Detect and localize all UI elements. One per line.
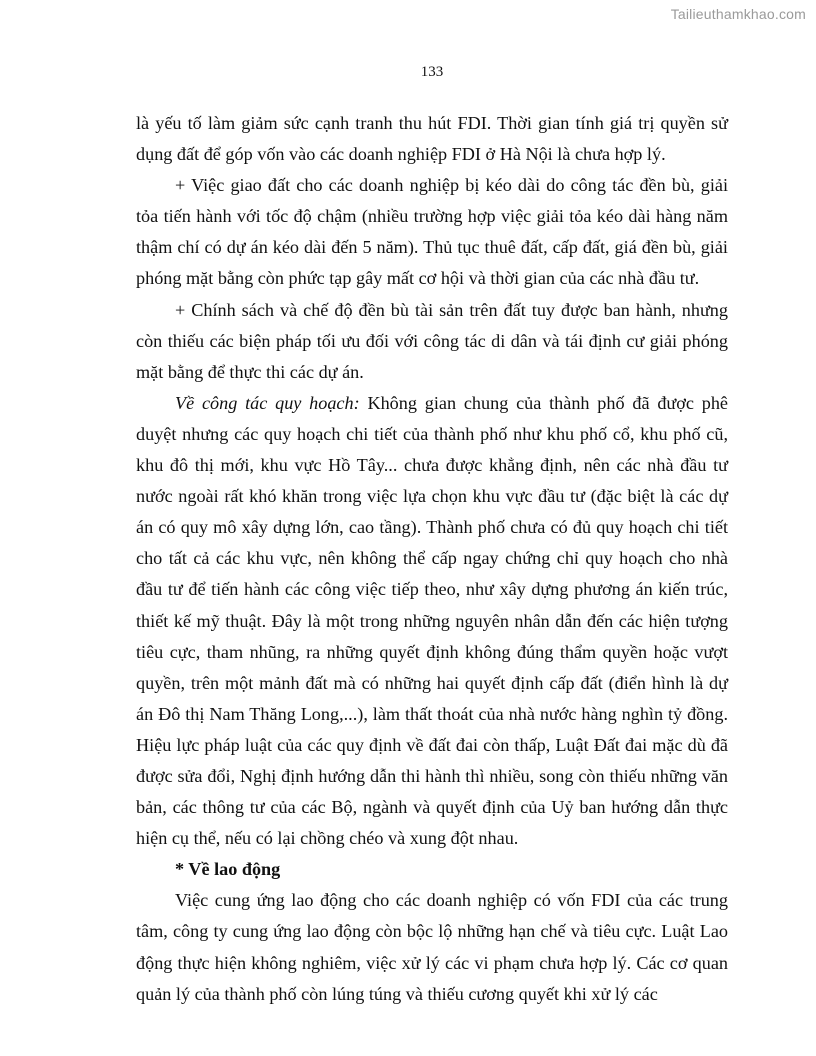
section-heading-labor: * Về lao động xyxy=(175,859,281,880)
paragraph-land-allocation: + Việc giao đất cho các doanh nghiệp bị kéo dài do công tác đền bù, giải tỏa tiến hành với tốc độ chậm (nhiều trường hợp việc giải tỏa kéo dài hàng năm thậm chí có dự án kéo dài đến 5 năm). Thủ tục thuê đất, cấp đất, giá đền bù, giải phóng mặt bằng còn phức tạp gây mất cơ hội và thời gian của các nhà đầu tư. xyxy=(136,175,728,289)
watermark: Tailieuthamkhao.com xyxy=(670,6,806,22)
paragraph-continuation: là yếu tố làm giảm sức cạnh tranh thu hút FDI. Thời gian tính giá trị quyền sử dụng đất để góp vốn vào các doanh nghiệp FDI ở Hà Nội là chưa hợp lý. xyxy=(136,113,728,165)
planning-body-text: Không gian chung của thành phố đã được phê duyệt nhưng các quy hoạch chi tiết của thành phố như khu phố cổ, khu phố cũ, khu đô thị mới, khu vực Hồ Tây... chưa được khẳng định, nên các nhà đầu tư nước ngoài rất khó khăn trong việc lựa chọn khu vực đầu tư (đặc biệt là các dự án có quy mô xây dựng lớn, cao tầng). Thành phố chưa có đủ quy hoạch chi tiết cho tất cả các khu vực, nên không thể cấp ngay chứng chỉ quy hoạch cho nhà đầu tư để tiến hành các công việc tiếp theo, như xây dựng phương án kiến trúc, thiết kế mỹ thuật. Đây là một trong những nguyên nhân dẫn đến các hiện tượng tiêu cực, tham nhũng, ra những quyết định không đúng thẩm quyền hoặc vượt quyền, trên một mảnh đất mà có những hai quyết định cấp đất (điển hình là dự án Đô thị Nam Thăng Long,...), làm thất thoát của nhà nước hàng nghìn tỷ đồng. Hiệu lực pháp luật của các quy định về đất đai còn thấp, Luật Đất đai mặc dù đã được sửa đổi, Nghị định hướng dẫn thi hành thì nhiều, song còn thiếu những văn bản, các thông tư của các Bộ, ngành và quyết định của Uỷ ban hướng dẫn thực hiện cụ thể, nếu có lại chồng chéo và xung đột nhau. xyxy=(136,392,728,849)
paragraph-compensation-policy: + Chính sách và chế độ đền bù tài sản trên đất tuy được ban hành, nhưng còn thiếu các biện pháp tối ưu đối với công tác di dân và tái định cư giải phóng mặt bằng để thực thi các dự án. xyxy=(136,299,728,382)
document-body xyxy=(136,108,728,1010)
paragraph-labor-supply: Việc cung ứng lao động cho các doanh nghiệp có vốn FDI của các trung tâm, công ty cung ứng lao động còn bộc lộ những hạn chế và tiêu cực. Luật Lao động thực hiện không nghiêm, việc xử lý các vi phạm chưa hợp lý. Các cơ quan quản lý của thành phố còn lúng túng và thiếu cương quyết khi xử lý các xyxy=(136,890,728,1004)
planning-lead-label: Về công tác quy hoạch: xyxy=(175,392,360,413)
paragraph-planning xyxy=(136,388,728,854)
page-number: 133 xyxy=(420,64,444,80)
